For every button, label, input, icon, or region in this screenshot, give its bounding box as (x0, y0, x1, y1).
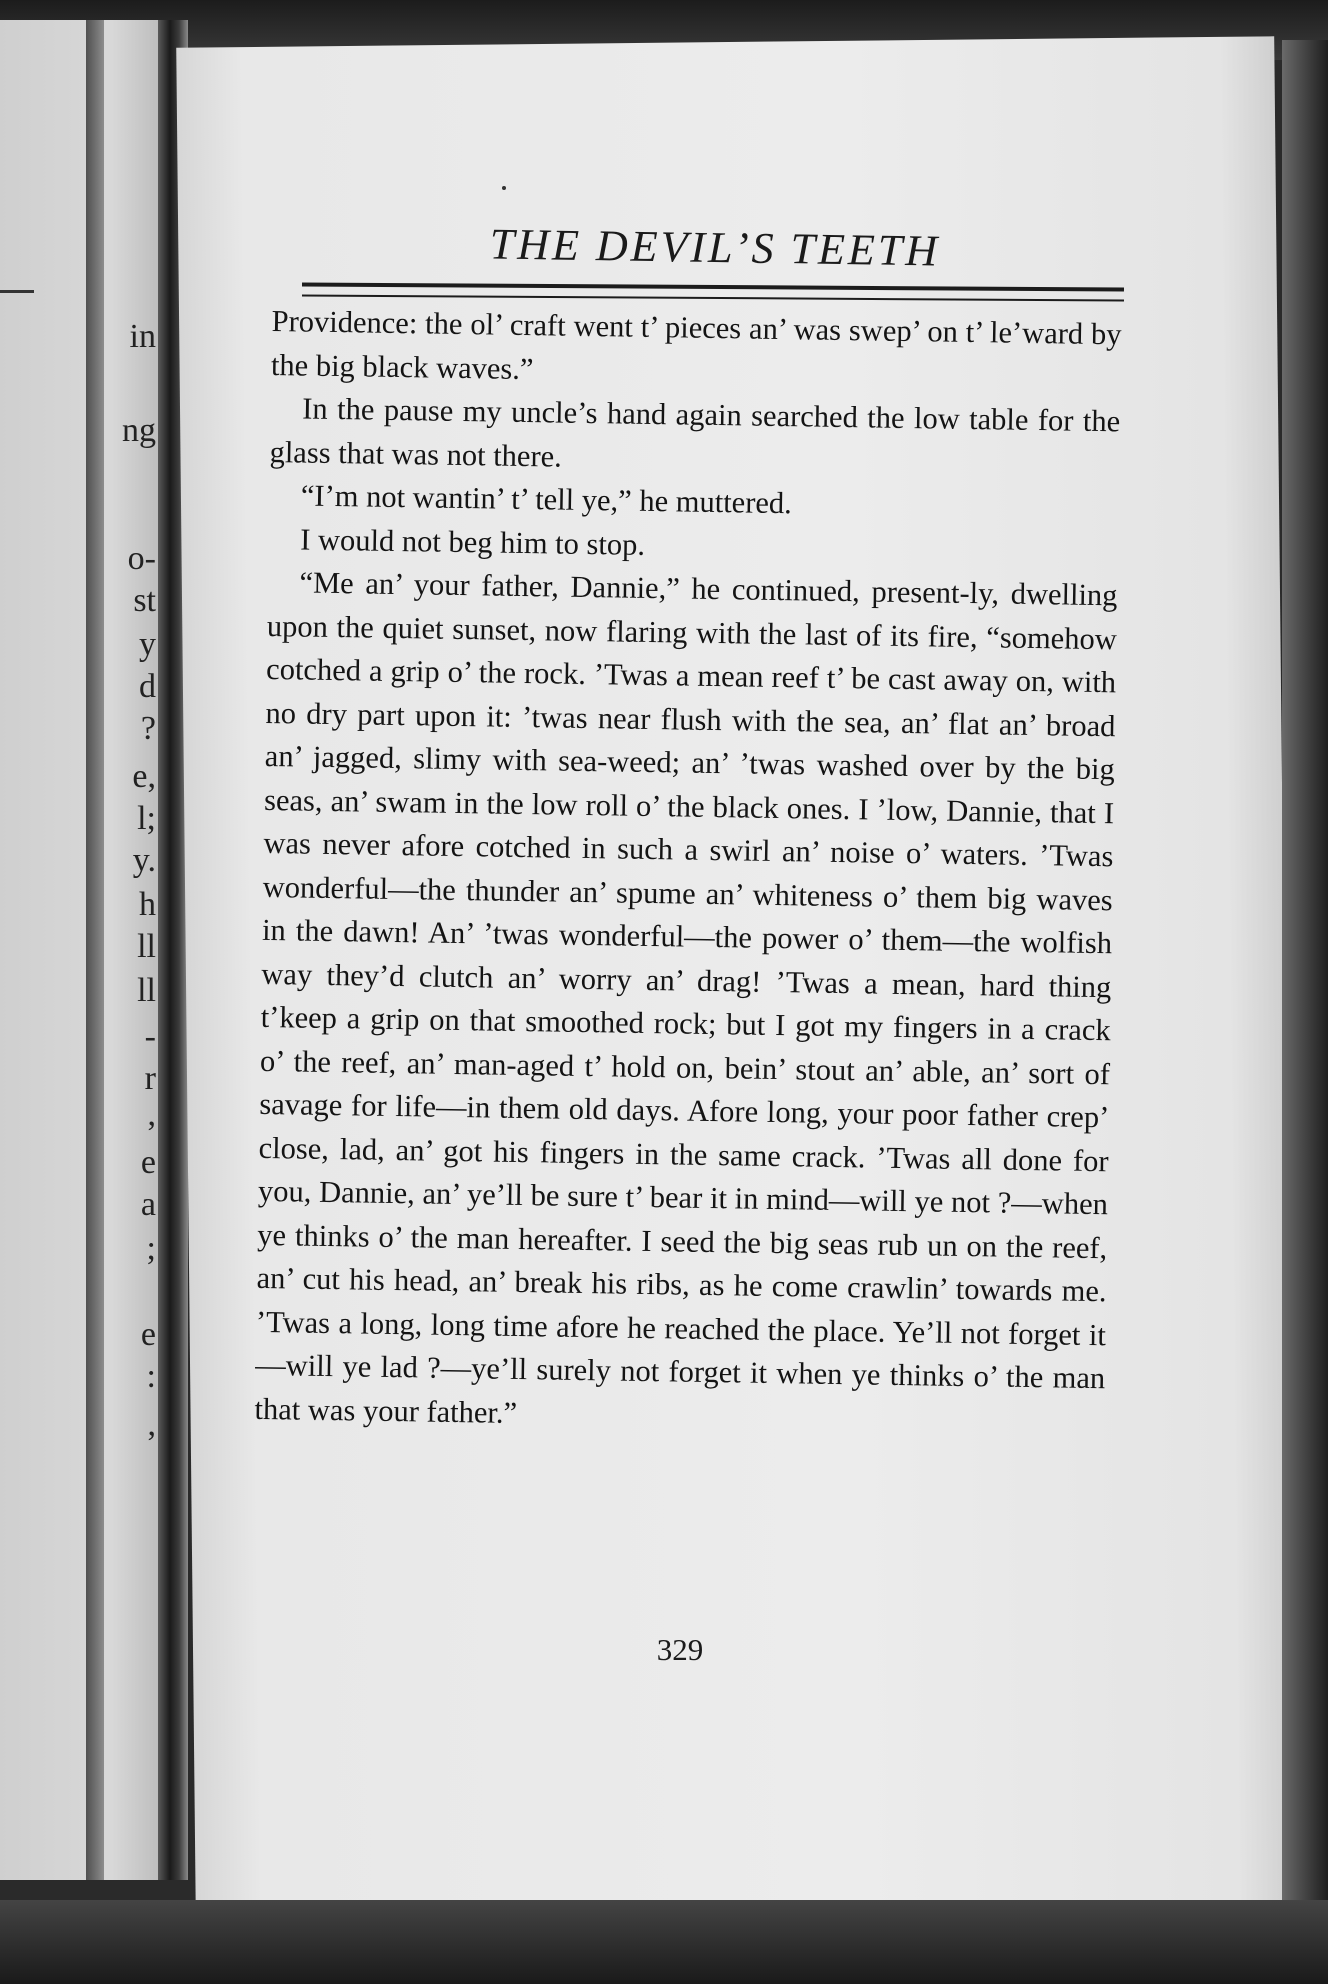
previous-page-fragment: y. (132, 842, 156, 879)
previous-page-fragment: l; (137, 800, 156, 837)
print-speck (502, 186, 506, 190)
previous-page-fragment: a (140, 1186, 156, 1223)
previous-page-fragment: ll (137, 928, 156, 965)
previous-page-fragment: st (133, 582, 156, 619)
previous-page-fragment: d (139, 668, 156, 705)
previous-page-fragment: , (147, 1406, 156, 1443)
scan-background-right (1282, 40, 1328, 1984)
page-number: 329 (656, 1632, 704, 1667)
previous-page-fragment: - (144, 1018, 156, 1055)
previous-page-fragment: e (140, 1316, 156, 1353)
book-spine-shadow (86, 20, 104, 1880)
scan-background-bottom (0, 1900, 1328, 1984)
body-text (254, 300, 1122, 1444)
previous-page-fragment: o- (127, 540, 156, 577)
previous-page-fragment: e (140, 1144, 156, 1181)
previous-page-fragment: h (139, 886, 156, 923)
paragraph: “I’m not wantin’ t’ tell ye,” he muttered. (300, 478, 793, 521)
paragraph: I would not beg him to stop. (299, 521, 646, 562)
previous-page-fragment: ? (140, 710, 156, 747)
previous-page-fragment: ; (146, 1230, 156, 1267)
paragraph: Providence: the ol’ craft went t’ pieces an’ was swep’ on t’ le’ward by the big black waves.” (270, 303, 1122, 386)
previous-page-fragment: ng (122, 412, 156, 449)
previous-page-edge (0, 20, 160, 1880)
previous-page-fragment: e, (132, 758, 156, 795)
paragraph: In the pause my uncle’s hand again searched the low table for the glass that was not there. (269, 391, 1121, 474)
paragraph: “Me an’ your father, Dannie,” he continued, present-ly, dwelling upon the quiet sunset, now flaring with the last of its fire, “somehow cotched a grip o’ the rock. ’Twas a mean reef t’ be cast away on, with no dry part upon it: ’twas near flush with the sea, an’ flat an’ broad an’ jagged, slimy with sea-weed; an’ ’twas washed over by the big seas, an’ swam in the low roll o’ the black ones. I ’low, Dannie, that I was never afore cotched in such a swirl an’ noise o’ waters. ’Twas wonderful—the thunder an’ spume an’ whiteness o’ them big waves in the dawn! An’ ’twas wonderful—the power o’ them—the wolfish way they’d clutch an’ worry an’ drag! ’Twas a mean, hard thing t’keep a grip on that smoothed rock; but I got my fingers in a crack o’ the reef, an’ man-aged t’ hold on, bein’ stout an’ able, an’ sort of savage for life—in them old days. Afore long, your poor father crep’ close, lad, an’ got his fingers in the same crack. ’Twas all done for you, Dannie, an’ ye’ll be sure t’ bear it in mind—will ye not ?—when ye thinks o’ the man hereafter. I seed the big seas rub un on the reef, an’ cut his head, an’ break his ribs, as he come crawlin’ towards me. ’Twas a long, long time afore he reached the place. Ye’ll not forget it—will ye lad ?—ye’ll surely not forget it when ye thinks o’ the man that was your father.” (254, 565, 1118, 1430)
previous-page-fragment: in (129, 318, 156, 355)
previous-page-fragment: y (139, 626, 156, 663)
previous-page-fragment: : (146, 1358, 156, 1395)
previous-page-rule (0, 290, 34, 293)
previous-page-fragment: r (144, 1060, 156, 1097)
previous-page-fragment: , (147, 1096, 156, 1133)
running-head: THE DEVIL’S TEETH (489, 219, 941, 276)
previous-page-fragment: ll (137, 972, 156, 1009)
